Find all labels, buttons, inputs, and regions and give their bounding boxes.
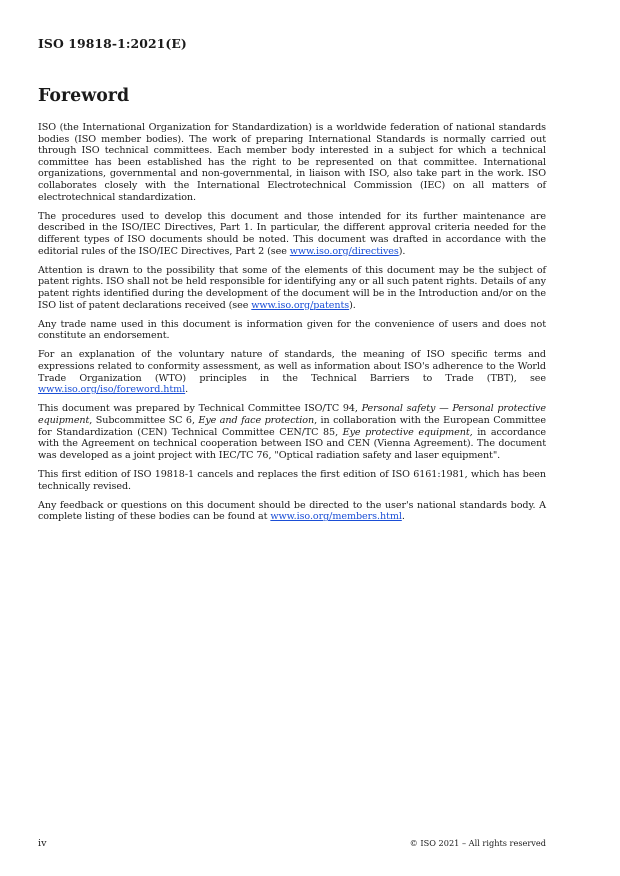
paragraph-committee: This document was prepared by Technical Committee ISO/TC 94, Personal safety — Personal protective equipment, Subcommittee SC 6, Eye and face protection, in collaboration with the European Committee for Standardization (CEN) Technical Committee CEN/TC 85, Eye protective equipment, in accordance with the Agreement on technical cooperation between ISO and CEN (Vienna Agreement). The document was developed as a joint project with IEC/TC 76, "Optical radiation safety and laser equipment".	[38, 403, 546, 461]
foreword-body	[38, 122, 546, 531]
paragraph-iso-intro: ISO (the International Organization for Standardization) is a worldwide federation of national standards bodies (ISO member bodies). The work of preparing International Standards is normally carried out through ISO technical committees. Each member body interested in a subject for which a technical committee has been established has the right to be represented on that committee. International organizations, governmental and non-governmental, in liaison with ISO, also take part in the work. ISO collaborates closely with the International Electrotechnical Commission (IEC) on all matters of electrotechnical standardization.	[38, 122, 546, 203]
members-link[interactable]: www.iso.org/members.html	[270, 511, 402, 523]
patents-link[interactable]: www.iso.org/patents	[251, 299, 350, 311]
copyright-notice: © ISO 2021 – All rights reserved	[409, 838, 546, 848]
paragraph-patents: Attention is drawn to the possibility that some of the elements of this document may be the subject of patent rights. ISO shall not be held responsible for identifying any or all such patent rights. Details of any patent rights identified during the development of the document will be in the Introduction and/or on the ISO list of patent declarations received (see www.iso.org/patents).	[38, 264, 546, 311]
page-number: iv	[38, 838, 47, 849]
foreword-link[interactable]: www.iso.org/iso/foreword.html	[38, 384, 186, 396]
paragraph-edition: This first edition of ISO 19818-1 cancels and replaces the first edition of ISO 6161:1981, which has been technically revised.	[38, 469, 546, 492]
directives-link[interactable]: www.iso.org/directives	[289, 245, 399, 257]
document-id: ISO 19818-1:2021(E)	[38, 36, 187, 51]
page-title: Foreword	[38, 86, 130, 106]
paragraph-feedback: Any feedback or questions on this document should be directed to the user's national standards body. A complete listing of these bodies can be found at www.iso.org/members.html.	[38, 499, 546, 523]
page-footer	[38, 838, 546, 849]
paragraph-trade-name: Any trade name used in this document is information given for the convenience of users and does not constitute an endorsement.	[38, 318, 546, 342]
paragraph-voluntary-nature: For an explanation of the voluntary nature of standards, the meaning of ISO specific terms and expressions related to conformity assessment, as well as information about ISO's adherence to the World Trade Organization (WTO) principles in the Technical Barriers to Trade (TBT), see www.iso.org/iso/foreword.html.	[38, 349, 546, 396]
paragraph-procedures: The procedures used to develop this document and those intended for its further maintenance are described in the ISO/IEC Directives, Part 1. In particular, the different approval criteria needed for the different types of ISO documents should be noted. This document was drafted in accordance with the editorial rules of the ISO/IEC Directives, Part 2 (see www.iso.org/directives).	[38, 210, 546, 257]
